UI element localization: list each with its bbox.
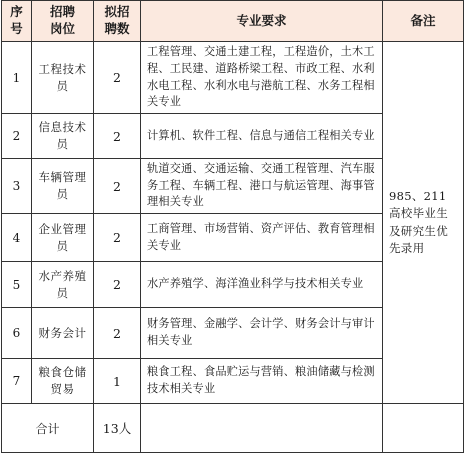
row-index: 4 [2, 214, 32, 262]
row-position: 信息技术员 [32, 114, 94, 159]
row-requirement: 财务管理、金融学、会计学、财务会计与审计相关专业 [141, 308, 383, 359]
total-row [2, 404, 464, 453]
row-position: 粮食仓储贸易 [32, 359, 94, 404]
row-count: 2 [94, 262, 141, 308]
total-empty-note [383, 404, 464, 453]
row-requirement: 粮食工程、食品贮运与营销、粮油储藏与检测技术相关专业 [141, 359, 383, 404]
row-index: 6 [2, 308, 32, 359]
total-count: 13人 [94, 404, 141, 453]
row-index: 5 [2, 262, 32, 308]
row-requirement: 水产养殖学、海洋渔业科学与技术相关专业 [141, 262, 383, 308]
row-position: 工程技术员 [32, 42, 94, 114]
header-count: 拟招聘数 [94, 1, 141, 42]
row-count: 2 [94, 214, 141, 262]
row-position: 企业管理员 [32, 214, 94, 262]
row-index: 1 [2, 42, 32, 114]
header-requirement: 专业要求 [141, 1, 383, 42]
row-index: 7 [2, 359, 32, 404]
row-index: 2 [2, 114, 32, 159]
row-requirement: 工程管理、交通土建工程，工程造价，土木工程、工民建、道路桥梁工程、市政工程、水利水电工程、水利水电与港航工程、水务工程相关专业 [141, 42, 383, 114]
row-count: 2 [94, 159, 141, 214]
row-count: 1 [94, 359, 141, 404]
header-row [2, 1, 464, 42]
row-count: 2 [94, 114, 141, 159]
table-row [2, 42, 464, 114]
row-position: 财务会计 [32, 308, 94, 359]
header-note: 备注 [383, 1, 464, 42]
header-position: 招聘岗位 [32, 1, 94, 42]
row-index: 3 [2, 159, 32, 214]
row-position: 水产养殖员 [32, 262, 94, 308]
recruitment-table [1, 0, 464, 453]
row-requirement: 计算机、软件工程、信息与通信工程相关专业 [141, 114, 383, 159]
row-count: 2 [94, 42, 141, 114]
row-requirement: 轨道交通、交通运输、交通工程管理、汽车服务工程、车辆工程、港口与航运管理、海事管理相关专业 [141, 159, 383, 214]
row-position: 车辆管理员 [32, 159, 94, 214]
total-empty-requirement [141, 404, 383, 453]
header-index: 序号 [2, 1, 32, 42]
total-label: 合计 [2, 404, 94, 453]
row-requirement: 工商管理、市场营销、资产评估、教育管理相关专业 [141, 214, 383, 262]
row-count: 2 [94, 308, 141, 359]
note-cell: 985、211高校毕业生及研究生优先录用 [383, 42, 464, 404]
